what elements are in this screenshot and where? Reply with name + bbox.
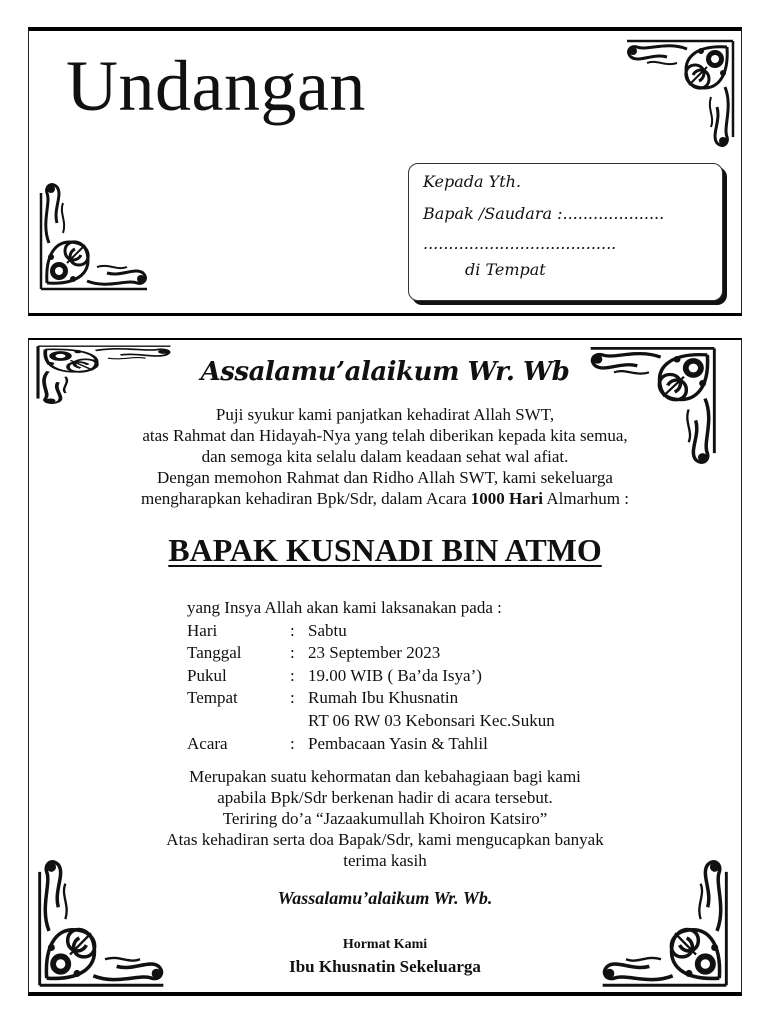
event-name: 1000 Hari xyxy=(470,489,544,508)
intro-paragraph xyxy=(29,404,741,509)
signature-title: Hormat Kami xyxy=(342,937,428,952)
signature-name: Ibu Khusnatin Sekeluarga xyxy=(289,957,481,976)
intro-line: dan semoga kita selalu dalam keadaan sehat wal afiat. xyxy=(201,447,569,466)
address-blank-line: ...................................... xyxy=(423,234,617,253)
address-place-line: di Tempat xyxy=(465,260,546,279)
deceased-name-heading xyxy=(29,532,741,569)
intro-line-event: mengharapkan kehadiran Bpk/Sdr, dalam Acara 1000 Hari Almarhum : xyxy=(141,489,629,508)
corner-flourish-top-right-icon xyxy=(617,37,737,147)
envelope-title: Undangan xyxy=(66,46,366,126)
outro-line: Atas kehadiran serta doa Bapak/Sdr, kami mengucapkan banyak xyxy=(166,830,604,849)
outro-line: terima kasih xyxy=(343,851,427,870)
corner-flourish-bottom-left-icon xyxy=(37,183,157,293)
deceased-name: BAPAK KUSNADI BIN ATMO xyxy=(168,532,602,568)
invitation-card: Assalamu’alaikum Wr. Wb Puji syukur kami panjatkan kehadirat Allah SWT, atas Rahmat dan Hidayah-Nya yang telah diberikan kepada kita semua, dan semoga kita selalu dalam keadaan sehat wal afiat. Dengan memohon Rahmat dan Ridho Allah SWT, kami sekeluarga mengharapkan kehadiran Bpk/Sdr, dalam Acara 1000 Hari Almarhum : BAPAK KUSNADI BIN ATMO yang Insya Allah akan kami laksanakan pada : Hari : Sabtu Tanggal : 23 September 2023 Pukul : 19.00 WIB ( Ba’da Isya’) Tempat : Rumah Ibu Khusnatin RT 06 RW 03 Kebonsari Kec.Sukun Acara : Pembacaan Yasin & Tahlil Merupakan suatu kehormatan dan kebahagiaan bagi kami apabila Bpk/Sdr berkenan hadir di acara tersebut. Teriring do’a “Jazaakumullah Khoiron Katsiro” Atas kehadiran serta doa Bapak/Sdr, kami mengucapkan banyak terima kasih Wassalamu’alaikum Wr. Wb. Hormat Kami Ibu Khusnatin Sekeluarga xyxy=(28,338,742,996)
outro-line: Teriring do’a “Jazaakumullah Khoiron Katsiro” xyxy=(222,809,548,828)
address-box xyxy=(408,163,723,301)
outro-line: apabila Bpk/Sdr berkenan hadir di acara tersebut. xyxy=(217,788,553,807)
envelope-card xyxy=(28,27,742,316)
opening-greeting: Assalamu’alaikum Wr. Wb xyxy=(200,357,570,387)
closing-greeting: Wassalamu’alaikum Wr. Wb. xyxy=(277,888,493,908)
address-name-line: Bapak /Saudara :.................... xyxy=(423,204,665,223)
intro-line: atas Rahmat dan Hidayah-Nya yang telah diberikan kepada kita semua, xyxy=(142,426,628,445)
outro-line: Merupakan suatu kehormatan dan kebahagiaan bagi kami xyxy=(189,767,581,786)
address-recipient-line: Kepada Yth. xyxy=(423,172,522,191)
intro-line: Dengan memohon Rahmat dan Ridho Allah SWT, kami sekeluarga xyxy=(157,468,613,487)
outro-paragraph xyxy=(29,766,741,871)
intro-line: Puji syukur kami panjatkan kehadirat Allah SWT, xyxy=(215,405,555,424)
